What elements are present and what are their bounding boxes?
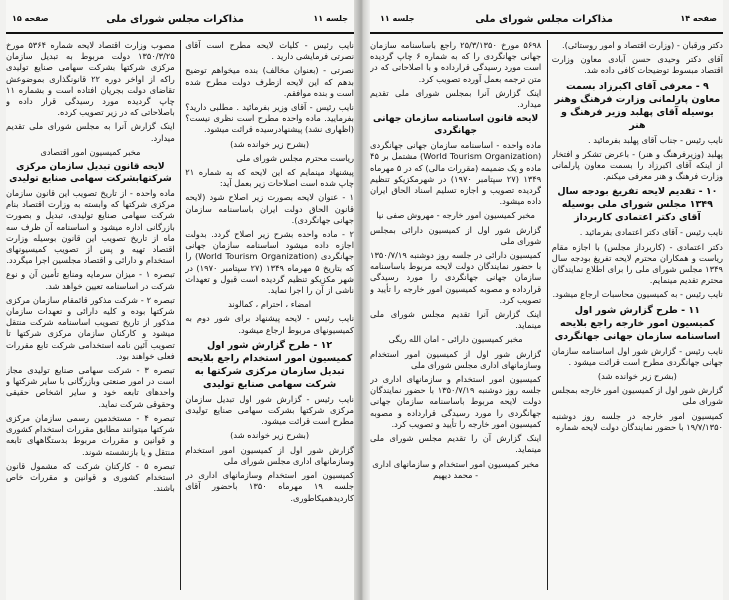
paragraph: نایب رئیس - آقای وزیر بفرمائید . مطلبی دارید؟ بفرمایید. ماده واحده مطرح است نظری نیست؟ (اظهاری نشد) پیشنهادرسیده قرائت میشود. — [185, 102, 354, 135]
reading-note: (بشرح زیر خوانده شد) — [230, 138, 310, 149]
signature-line: مخبر کمیسیون امور استخدام و سازمانهای اداری - محمد دیهیم — [372, 458, 539, 480]
paragraph: کمیسیون امور استخدام و سازمانهای اداری در جلسه روز دوشنبه ۱۳۵۰/۷/۱۹ با حضور نمایندگان دولت لایحه مربوط باساسنامه سازمان جهانی جهانگردی را مورد رسیدگی قرارداده و مصوبه کمیسیون امور خارجه را تأیید و تصویب کرد. — [370, 374, 542, 429]
paragraph: نایب رئیس - جناب آقای پهلبد بفرمائید . — [587, 134, 723, 145]
right-page — [370, 0, 723, 600]
paragraph: اینک گزارش آنرا بمجلس شورای ملی تقدیم میدارد. — [370, 87, 542, 110]
paragraph: پیشنهاد مینمایم که این لایحه که به شماره ۲۱ چاپ شده است اصلاحات زیر بعمل آید: — [185, 167, 354, 189]
left-page-number: صفحه ۱۵ — [12, 14, 49, 23]
paragraph: اینک گزارش آن را تقدیم مجلس شورای ملی مینماید. — [370, 433, 542, 455]
paragraph: نایب رئیس - به کمیسیون محاسبات ارجاع میشود. — [552, 289, 723, 300]
paragraph: تبصره ۲ - شرکت مذکور قائمقام سازمان مرکزی شرکتها بوده و کلیه دارائی و تعهدات سازمان مذکور از تاریخ تصویب اساسنامه شرکت منتقل میشود و کارکنان سازمان مرکزی شرکتها تا تصویب آئین نامه استخدامی شرکت تابع مقررات فعلی خواهند بود. — [6, 294, 175, 361]
paragraph: اینک گزارش آنرا تقدیم مجلس شورای ملی مینماید. — [370, 309, 542, 331]
paragraph: تبصره ۴ - مستخدمین رسمی سازمان مرکزی شرکتها میتوانند مطابق مقررات استخدام کشوری و قوانین و مقررات مربوط بدستگاههای تابعه منتقل و یا بازنشسته شوند. — [6, 412, 175, 457]
section-heading: لایحه قانون تبدیل سازمان مرکزی شرکتهابشرکت سهامی صنایع تولیدی — [9, 162, 172, 185]
signature-line: امضاء ، احترام ، کمالوند — [228, 299, 312, 310]
section-heading: لایحه قانون اساسنامه سازمان جهانی جهانگردی — [373, 114, 539, 137]
left-page-title: مذاکرات مجلس شورای ملی — [106, 14, 244, 25]
signature-line: مخبر کمیسیون امور اقتصادی — [40, 146, 141, 157]
agenda-heading: ۹ - معرفی آقای اکبرزاد بسمت معاون پارلمانی وزارت فرهنگ وهنر بوسیله آقای پهلبد وزیر فرهنگ و هنر — [554, 80, 721, 131]
paragraph: آقای دکتر وحیدی حسن آبادی معاون وزارت اقتصاد مبسوط توضیحات کافی داده شد. — [551, 54, 723, 76]
right-page-session: جلسه ۱۱ — [380, 14, 415, 23]
paragraph: پهلبد (وزیرفرهنگ و هنر) - باعرض تشکر و افتخار از اینکه آقای اکبرزاد را بسمت معاون پارلمانی وزارت فرهنگ و هنر معرفی میکنم. — [551, 148, 723, 182]
paragraph: گزارش شور اول از کمیسیون امور استخدام وسازمانهای اداری مجلس شورای ملی — [185, 444, 354, 466]
paragraph: ۱ - عنوان لایحه بصورت زیر اصلاح شود (لایحه قانون الحاق دولت ایران باساسنامه سازمان جهانی جهانگردی). — [185, 192, 354, 225]
right-page-columns — [370, 40, 723, 600]
right-page-column-right — [552, 40, 723, 600]
paragraph: اینک گزارش آنرا به مجلس شورای ملی تقدیم میدارد. — [6, 121, 175, 143]
reading-note: (بشرح زیر خوانده شد) — [230, 430, 310, 441]
paragraph: تبصره ۳ - شرکت سهامی صنایع تولیدی مجاز است در امور صنعتی وبازرگانی با سایر شرکتها و واحدهای تابعه خود و سایر اشخاص حقیقی وحقوقی شرکت نماید. — [6, 365, 175, 409]
paragraph: نایب رئیس - گزارش شور اول اساسنامه سازمان جهانی جهانگردی مطرح است قرائت میشود . — [551, 345, 723, 367]
paragraph: گزارش شور اول از کمیسیون امور استخدام وسازمانهای اداری مجلس شورای ملی — [370, 348, 542, 370]
reading-note: (بشرح زیر خوانده شد) — [597, 371, 677, 382]
paragraph: دکتر اعتمادی - (کاربرداز مجلس) با اجازه مقام ریاست و همکاران محترم لایحه تفریغ بودجه سال ۱۳۴۹ مجلس شورای ملی را برای اطلاع نمایندگان محترم تقدیم مینمایم. — [551, 241, 723, 286]
column-divider — [547, 40, 548, 590]
left-page-column-left — [6, 40, 175, 600]
column-divider — [180, 40, 181, 590]
paragraph: گزارش شور اول از کمیسیون امور خارجه بمجلس شورای ملی — [551, 385, 723, 407]
right-page-column-left — [370, 40, 541, 600]
paragraph: مصوب وزارت اقتصاد لایحه شماره ۵۳۶۴ مورخ ۱۳۵۰/۳/۲۵ دولت مربوط به تبدیل سازمان مرکزی شرکتها بشرکت سهامی صنایع تولیدی راکه از اواخر دوره ۲۲ قانونگذاری بموضوعش تقاضای دولت بجریان افتاده است و بشماره ۱۱ چاپ گردیده مورد رسیدگی قرار داده و باصلاحاتی که در زیر تصویب کرده. — [6, 40, 175, 118]
paragraph: نایب رئیس - آقای دکتر اعتمادی بفرمائید . — [579, 227, 723, 238]
paragraph: کمیسیون دارائی در جلسه روز دوشنبه ۱۳۵۰/۷/۱۹ با حضور نمایندگان دولت لایحه مربوط باساسنامه سازمان جهانی جهانگردی را مورد رسیدگی قرارداده و مصوبه کمیسیون امور خارجه را تأیید و تصویب کرد. — [370, 250, 542, 305]
paragraph: تبصره ۵ - کارکنان شرکت که مشمول قانون استخدام کشوری و قوانین و مقررات خاص باشند. — [6, 460, 175, 494]
agenda-heading: ۱۰ - تقدیم لایحه تفریغ بودجه سال ۱۳۴۹ مجلس شورای ملی بوسیله آقای دکتر اعتمادی کاربرداز — [557, 186, 718, 224]
paragraph: ماده واحده - از تاریخ تصویب این قانون سازمان مرکزی شرکتها که وابسته به وزارت اقتصاد بنام شرکت سهامی صنایع تولیدی، تبدیل و بصورت بازرگانی اداره میشود و اساسنامه آن ظرف سه ماه از تاریخ تصویب این قانون بوسیله وزارت اقتصاد تهیه و پس از تصویب کمیسیونهای استخدام و دارائی و اقتصاد مجلسین اجرا میگردد. — [6, 188, 175, 266]
right-page-header — [370, 10, 723, 34]
paragraph: کمیسیون امور استخدام وسازمانهای اداری در جلسه ۱۹ مهرماه ۱۳۵۰ باحضور آقای کاردیدهمیکاطوری. — [185, 470, 354, 503]
signature-line: مخبر کمیسیون دارائی - امان الله ریگی — [388, 334, 523, 345]
book-gutter — [354, 0, 370, 600]
right-page-number: صفحه ۱۴ — [680, 14, 717, 23]
left-page-session: جلسه ۱۱ — [313, 14, 348, 23]
paragraph: تبصره ۱ - میزان سرمایه ومنابع تأمین آن و نوع شرکت در اساسنامه تعیین خواهد شد. — [6, 269, 175, 291]
left-page-column-right — [185, 40, 354, 600]
paragraph: دکتر ورقبان - (وزارت اقتصاد و امور روستائی). — [562, 40, 723, 50]
paragraph: نصرتی - (بعنوان مخالف) بنده میخواهم توضیح بدهم که این لایحه ازطرف دولت مطرح شده است و بنده موافقم. — [185, 65, 354, 98]
paragraph: نایب رئیس - لایحه پیشنهاد برای شور دوم به کمیسیونهای مربوط ارجاع میشود. — [185, 313, 354, 335]
left-page-header — [6, 10, 354, 34]
paragraph: ماده واحده - اساسنامه سازمان جهانی جهانگردی (World Tourism Organization) مشتمل بر ۴۵ ماده و یک ضمیمه (مقررات مالی) که در ۵ مهرماه ۱۳۴۹ (۲۷ سپتامبر ۱۹۷۰) در شهرمکزیکو تنظیم گردیده تصویب و اجازه تسلیم اسناد الحاق ایران داده میشود. — [370, 140, 542, 207]
left-page — [6, 0, 354, 600]
left-page-columns — [6, 40, 354, 600]
right-page-title: مذاکرات مجلس شورای ملی — [475, 14, 613, 25]
paragraph: ۵۶۹۸ مورخ ۲۵/۳/۱۳۵۰ راجع باساسنامه سازمان جهانی جهانگردی را که به شماره ۶ چاپ گردیده است مورد رسیدگی قرارداده و با اصلاحاتی که در متن ترجمه بعمل آورده تصویب کرد. — [370, 40, 542, 84]
paragraph: کمیسیون امور خارجه در جلسه روز دوشنبه ۱۹/۷/۱۳۵۰ با حضور نمایندگان دولت لایحه شماره — [551, 410, 723, 432]
paragraph: گزارش شور اول از کمیسیون دارائی بمجلس شورای ملی — [370, 224, 542, 246]
paragraph: نایب رئیس - گزارش شور اول تبدیل سازمان مرکزی شرکتها بشرکت سهامی صنایع تولیدی مطرح است قرائت میشود. — [185, 393, 354, 427]
paragraph: نایب رئیس - کلیات لایحه مطرح است آقای نصرتی فرمایشی دارید . — [185, 40, 354, 62]
agenda-heading: ۱۱ - طرح گزارش شور اول کمیسیون امور خارجه راجع بلایحه اساسنامه سازمان جهانی جهانگردی — [554, 304, 721, 342]
agenda-heading: ۱۲ - طرح گزارش شور اول کمیسیون امور استخدام راجع بلایحه تبدیل سازمان مرکزی شرکتها به شرکت سهامی صنایع تولیدی — [187, 339, 353, 390]
signature-line: مخبر کمیسیون امور خارجه - مهروش صفی نیا — [376, 210, 535, 221]
paragraph: ۲ - ماده واحده بشرح زیر اصلاح گردد. بدولت اجازه داده میشود اساسنامه سازمان جهانی جهانگردی (World Tourism Organization) را که بتاریخ ۵ مهرماه ۱۳۴۹ (۲۷ سپتامبر ۱۹۷۰) در شهر مکزیکو تنظیم گردیده است قبول و تعهدات ناشی از آن را اجرا نماید. — [185, 229, 354, 296]
paragraph: ریاست محترم مجلس شورای ملی — [236, 152, 354, 163]
